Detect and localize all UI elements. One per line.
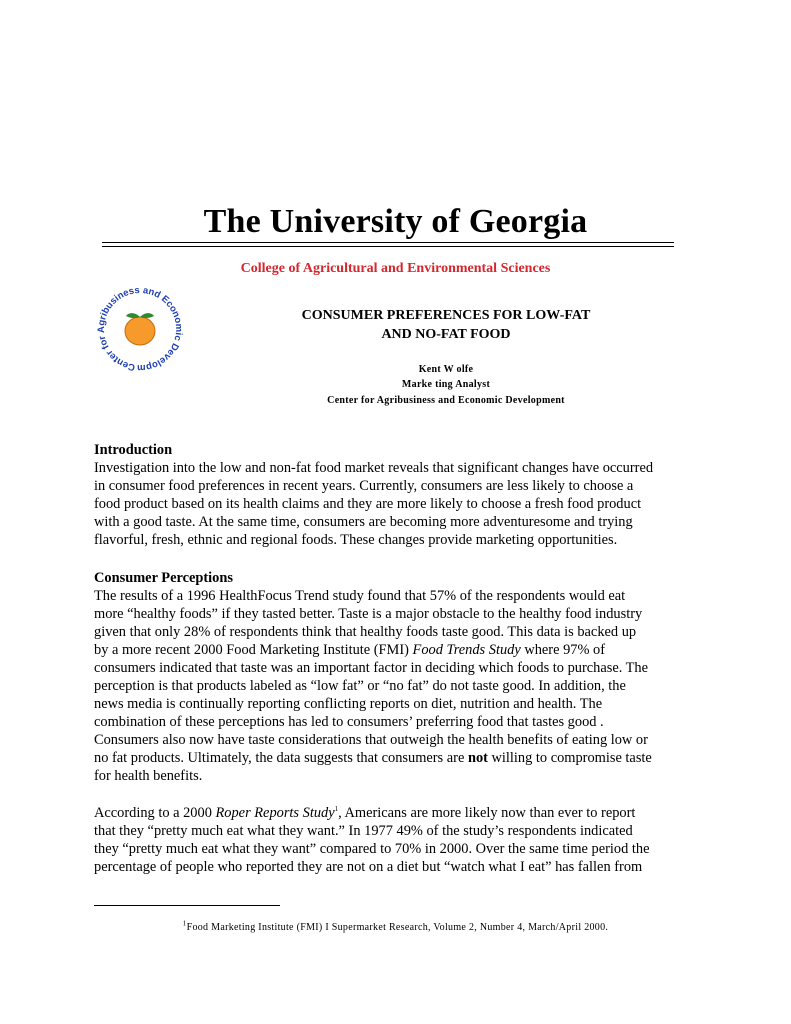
text-line: given that only 28% of respondents think that healthy foods taste good. This data is backed up	[94, 624, 637, 640]
text-run: According to a 2000	[94, 805, 216, 821]
author-title: Marke ting Analyst	[401, 379, 491, 390]
text-line: with a good taste. At the same time, consumers are becoming more adventuresome and trying	[94, 514, 633, 530]
text-line: in consumer food preferences in recent years. Currently, consumers are less likely to choose a	[94, 478, 634, 494]
text-run: , Americans are more likely now than ever to report	[338, 805, 636, 821]
author-organization: Center for Agribusiness and Economic Development	[327, 395, 565, 406]
footnote	[0, 920, 791, 936]
document-title	[250, 306, 642, 344]
paragraph	[94, 804, 714, 876]
footnote-divider	[94, 905, 280, 906]
section-roper-study	[94, 804, 714, 876]
document-title-line-1: CONSUMER PREFERENCES FOR LOW-FAT	[301, 308, 591, 323]
footnote-reference[interactable]: 1	[334, 805, 339, 814]
text-line: percentage of people who reported they are not on a diet but “watch what I eat” has fallen from	[94, 859, 643, 875]
text-line	[94, 641, 714, 659]
text-line: more “healthy foods” if they tasted better. Taste is a major obstacle to the healthy food industry	[94, 606, 643, 622]
paragraph	[94, 459, 714, 549]
text-run: willing to compromise taste	[487, 750, 652, 766]
text-line: The results of a 1996 HealthFocus Trend study found that 57% of the respondents would eat	[94, 588, 626, 604]
text-line: consumers indicated that taste was an important factor in deciding which foods to purchase. The	[94, 660, 649, 676]
text-line: for health benefits.	[94, 768, 203, 784]
title-rule-top	[102, 242, 674, 243]
paragraph	[94, 587, 714, 785]
title-rule-bottom	[102, 246, 674, 247]
text-line: combination of these perceptions has led to consumers’ preferring food that tastes good .	[94, 714, 604, 730]
footnote-marker: 1	[182, 919, 187, 928]
college-name: College of Agricultural and Environmental Sciences	[240, 261, 551, 276]
emphasis: not	[467, 750, 488, 766]
university-title: The University of Georgia	[203, 203, 588, 240]
text-line: Investigation into the low and non-fat food market reveals that significant changes have occurred	[94, 460, 654, 476]
text-line: perception is that products labeled as “low fat” or “no fat” do not taste good. In addition, the	[94, 678, 626, 694]
text-line: food product based on its health claims and they are more likely to choose a fresh food product	[94, 496, 642, 512]
text-line: news media is continually reporting conflicting reports on diet, nutrition and health. The	[94, 696, 603, 712]
study-title: Food Trends Study	[412, 642, 521, 658]
text-line: that they “pretty much eat what they want.” In 1977 49% of the study’s respondents indicated	[94, 823, 633, 839]
text-run: no fat products. Ultimately, the data suggests that consumers are	[94, 750, 468, 766]
text-line: flavorful, fresh, ethnic and regional foods. These changes provide marketing opportunities.	[94, 532, 618, 548]
logo-graphic	[88, 283, 192, 375]
logo-ring-text: Center for Agribusiness and Economic Developm	[96, 284, 185, 374]
document-title-line-2: AND NO-FAT FOOD	[381, 327, 511, 342]
footnote-text: Food Marketing Institute (FMI) I Supermarket Research, Volume 2, Number 4, March/April 2000.	[186, 922, 609, 933]
text-line: Consumers also now have taste considerations that outweigh the health benefits of eating low or	[94, 732, 648, 748]
text-line: they “pretty much eat what they want” compared to 70% in 2000. Over the same time period the	[94, 841, 650, 857]
study-title: Roper Reports Study	[215, 805, 335, 821]
text-run: where 97% of	[520, 642, 606, 658]
section-consumer-perceptions	[94, 569, 714, 785]
section-introduction	[94, 441, 714, 549]
section-heading: Introduction	[94, 442, 173, 458]
center-logo	[88, 283, 192, 375]
text-line	[94, 804, 714, 822]
author-name: Kent W olfe	[418, 364, 474, 375]
text-run: by a more recent 2000 Food Marketing Institute (FMI)	[94, 642, 413, 658]
orange-icon	[125, 313, 155, 345]
section-heading: Consumer Perceptions	[94, 570, 233, 586]
text-line	[94, 749, 714, 767]
